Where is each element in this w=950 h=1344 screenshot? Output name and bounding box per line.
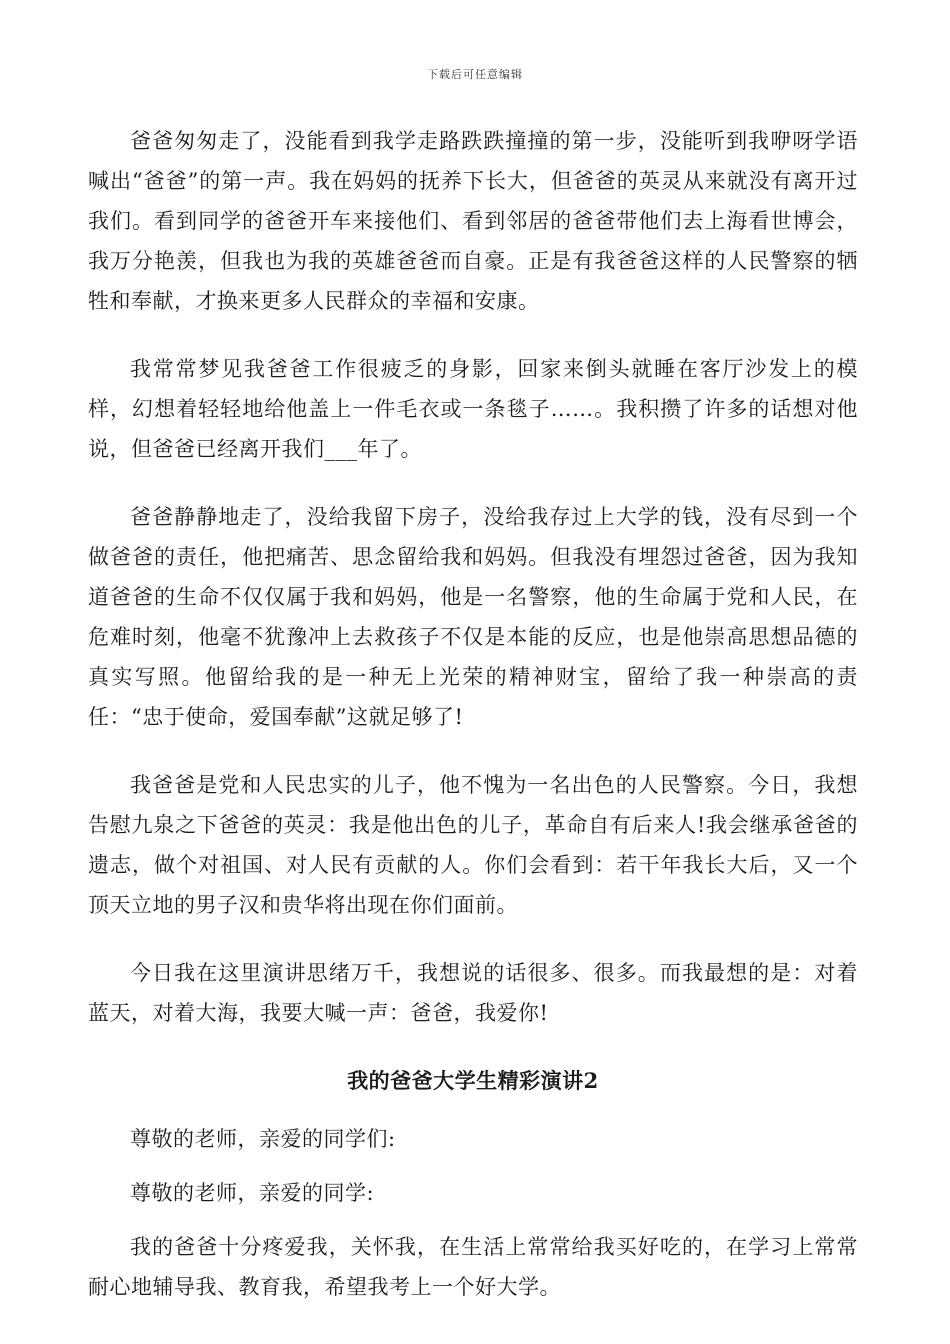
paragraph: 爸爸匆匆走了，没能看到我学走路跌跌撞撞的第一步，没能听到我咿呀学语喊出“爸爸”的第一声。我在妈妈的抚养下长大，但爸爸的英灵从来就没有离开过我们。看到同学的爸爸开车来接他们、看到邻居的爸爸带他们去上海看世博会，我万分艳羡，但我也为我的英雄爸爸而自豪。正是有我爸爸这样的人民警察的牺牲和奉献，才换来更多人民群众的幸福和安康。	[88, 129, 858, 313]
paragraph: 爸爸静静地走了，没给我留下房子，没给我存过上大学的钱，没有尽到一个做爸爸的责任，他把痛苦、思念留给我和妈妈。但我没有埋怨过爸爸，因为我知道爸爸的生命不仅仅属于我和妈妈，他是一名警察，他的生命属于党和人民，在危难时刻，他毫不犹豫冲上去救孩子不仅是本能的反应，也是他崇高思想品德的真实写照。他留给我的是一种无上光荣的精神财宝，留给了我一种崇高的责任：“忠于使命，爱国奉献”这就足够了!	[88, 505, 858, 729]
paragraph: 我常常梦见我爸爸工作很疲乏的身影，回家来倒头就睡在客厅沙发上的模样，幻想着轻轻地给他盖上一件毛衣或一条毯子……。我积攒了许多的话想对他说，但爸爸已经离开我们___年了。	[88, 357, 858, 461]
greeting-line: 尊敬的老师，亲爱的同学:	[130, 1181, 375, 1205]
section-title: 我的爸爸大学生精彩演讲2	[347, 1068, 599, 1093]
paragraph: 我的爸爸十分疼爱我，关怀我，在生活上常常给我买好吃的，在学习上常常耐心地辅导我、教育我，希望我考上一个好大学。	[88, 1235, 858, 1299]
paragraph: 我爸爸是党和人民忠实的儿子，他不愧为一名出色的人民警察。今日，我想告慰九泉之下爸爸的英灵：我是他出色的儿子，革命自有后来人!我会继承爸爸的遗志，做个对祖国、对人民有贡献的人。你们会看到：若干年我长大后，又一个顶天立地的男子汉和贵华将出现在你们面前。	[88, 773, 858, 917]
document-body	[88, 121, 858, 1335]
paragraph: 今日我在这里演讲思绪万千，我想说的话很多、很多。而我最想的是：对着蓝天，对着大海，我要大喊一声：爸爸，我爱你!	[88, 961, 858, 1025]
greeting-line: 尊敬的老师，亲爱的同学们:	[130, 1127, 396, 1151]
header-note: 下载后可任意编辑	[427, 68, 523, 81]
